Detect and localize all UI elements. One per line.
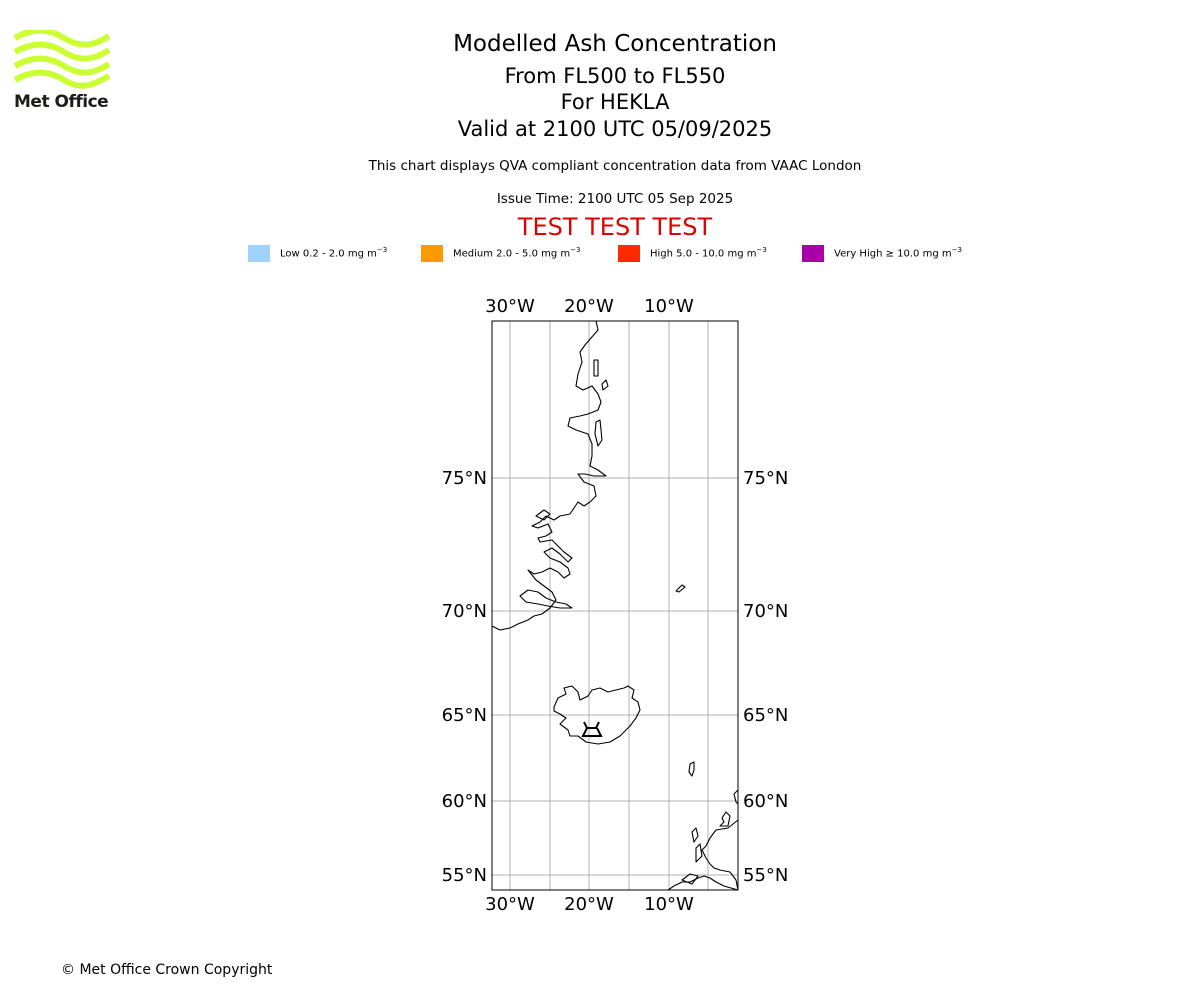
volcano-name: For HEKLA <box>560 90 670 114</box>
lat-label-left: 60°N <box>441 791 487 812</box>
map-frame <box>492 321 738 890</box>
scotland-coastline <box>668 820 738 890</box>
lat-label-left: 70°N <box>441 601 487 622</box>
graticule <box>492 321 738 890</box>
jan-mayen-coastline <box>676 585 685 592</box>
lat-label-left: 75°N <box>441 468 487 489</box>
greenland-island <box>595 420 602 446</box>
copyright-notice: © Met Office Crown Copyright <box>61 962 273 978</box>
test-banner: TEST TEST TEST <box>517 213 713 241</box>
flight-level-range: From FL500 to FL550 <box>504 64 726 88</box>
logo-text: Met Office <box>14 92 109 112</box>
lat-label-right: 75°N <box>743 468 789 489</box>
legend-unit-exp: −3 <box>951 246 962 254</box>
lon-label-top: 20°W <box>564 296 614 317</box>
valid-time: Valid at 2100 UTC 05/09/2025 <box>457 117 773 141</box>
lon-label-bottom: 10°W <box>644 894 694 915</box>
lat-label-right: 65°N <box>743 705 789 726</box>
legend-swatch-low <box>248 245 270 262</box>
shetland-coastline <box>720 812 730 826</box>
hebrides-coastline <box>692 828 698 842</box>
concentration-legend <box>0 244 1200 264</box>
greenland-fjord <box>520 590 572 608</box>
lon-label-top: 30°W <box>485 296 535 317</box>
legend-swatch-high <box>618 245 640 262</box>
lat-label-right: 70°N <box>743 601 789 622</box>
ash-concentration-map <box>420 290 820 915</box>
legend-unit-exp: −3 <box>376 246 388 254</box>
legend-swatch-medium <box>421 245 443 262</box>
legend-label-medium: Medium 2.0 - 5.0 mg m <box>453 248 571 260</box>
legend-unit-exp: −3 <box>756 246 767 254</box>
faroe-coastline <box>689 762 694 776</box>
lon-label-top: 10°W <box>644 296 694 317</box>
lat-label-right: 55°N <box>743 865 789 886</box>
legend-label-high: High 5.0 - 10.0 mg m <box>650 248 757 260</box>
lat-label-left: 65°N <box>441 705 487 726</box>
lat-label-right: 60°N <box>743 791 789 812</box>
issue-time: Issue Time: 2100 UTC 05 Sep 2025 <box>496 191 734 207</box>
chart-subtitle: This chart displays QVA compliant concentration data from VAAC London <box>368 158 862 174</box>
legend-unit-exp: −3 <box>570 246 581 254</box>
lon-label-bottom: 20°W <box>564 894 614 915</box>
lon-label-bottom: 30°W <box>485 894 535 915</box>
chart-title: Modelled Ash Concentration <box>453 31 777 57</box>
legend-label-very-high: Very High ≥ 10.0 mg m <box>834 248 952 260</box>
greenland-island <box>594 360 598 376</box>
scotland-coastline <box>734 790 738 804</box>
legend-label-low: Low 0.2 - 2.0 mg m <box>280 248 377 260</box>
coastlines <box>492 321 738 890</box>
greenland-island <box>602 380 608 390</box>
legend-swatch-very-high <box>802 245 824 262</box>
hekla-volcano-icon <box>582 722 602 736</box>
hebrides-coastline <box>696 844 702 862</box>
lat-label-left: 55°N <box>441 865 487 886</box>
